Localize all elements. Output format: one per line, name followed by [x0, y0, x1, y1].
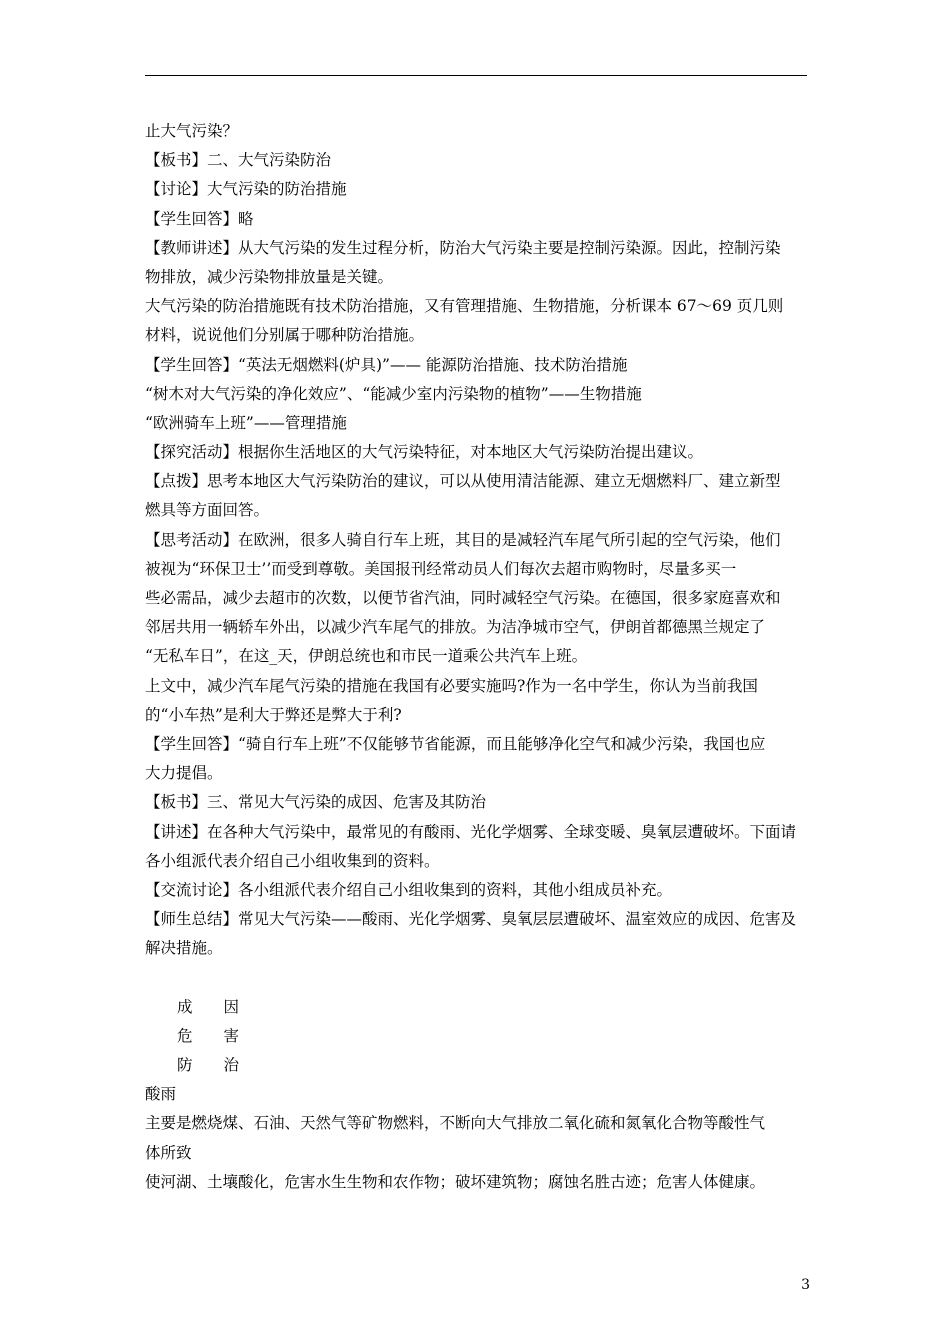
table-header-cause: 成 因 [177, 997, 240, 1016]
table-cell: 使河湖、土壤酸化，危害水生生物和农作物；破坏建筑物；腐蚀名胜古迹；危害人体健康。 [145, 1172, 766, 1191]
text-line: 物排放，减少污染物排放量是关键。 [145, 267, 394, 286]
text-line: 【学生回答】“骑自行车上班”不仅能够节省能源，而且能够净化空气和减少污染，我国也应 [145, 734, 766, 753]
text-line: 邻居共用一辆轿车外出，以减少汽车尾气的排放。为洁净城市空气，伊朗首都德黑兰规定了 [145, 618, 766, 637]
text-line: 【思考活动】在欧洲，很多人骑自行车上班，其目的是减轻汽车尾气所引起的空气污染，他们 [145, 530, 781, 549]
table-cell: 体所致 [145, 1143, 192, 1162]
text-line: 【板书】三、常见大气污染的成因、危害及其防治 [145, 793, 487, 812]
text-line: 些必需品，减少去超市的次数，以便节省汽油，同时减轻空气污染。在德国，很多家庭喜欢和 [145, 589, 781, 607]
text-line: 上文中，减少汽车尾气污染的措施在我国有必要实施吗?作为一名中学生，你认为当前我国 [145, 676, 758, 695]
text-line: 大气污染的防治措施既有技术防治措施，又有管理措施、生物措施，分析课本 67～69 页几则 [145, 297, 784, 316]
text-line: 【学生回答】略 [145, 209, 254, 228]
text-line: 【点拨】思考本地区大气污染防治的建议，可以从使用清洁能源、建立无烟燃料厂、建立新型 [145, 472, 781, 491]
page-number: 3 [801, 1277, 810, 1293]
text-line: 【探究活动】根据你生活地区的大气污染特征，对本地区大气污染防治提出建议。 [145, 443, 704, 462]
header-rule [145, 75, 807, 76]
text-line: 止大气污染？ [145, 122, 239, 140]
text-line: 【交流讨论】各小组派代表介绍自己小组收集到的资料，其他小组成员补充。 [145, 880, 673, 899]
text-line: 各小组派代表介绍自己小组收集到的资料。 [145, 851, 440, 870]
table-row-label: 酸雨 [145, 1085, 177, 1104]
text-line: 被视为“环保卫士’’而受到尊敬。美国报刊经常动员人们每次去超市购物时，尽量多买一 [145, 559, 737, 578]
text-line: 【师生总结】常见大气污染——酸雨、光化学烟雾、臭氧层层遭破坏、温室效应的成因、危害及 [145, 910, 797, 929]
text-line: 【讨论】大气污染的防治措施 [145, 180, 347, 199]
text-line: “无私车日”，在这_天，伊朗总统也和市民一道乘公共汽车上班。 [145, 647, 588, 666]
table-cell: 主要是燃烧煤、石油、天然气等矿物燃料，不断向大气排放二氧化硫和氮氧化合物等酸性气 [145, 1114, 766, 1133]
table-header-harm: 危 害 [177, 1026, 240, 1045]
text-line: 材料，说说他们分别属于哪种防治措施。 [145, 326, 425, 345]
text-line: 【板书】二、大气污染防治 [145, 151, 332, 170]
text-line: 燃具等方面回答。 [145, 501, 270, 520]
text-line: “欧洲骑车上班”——管理措施 [145, 413, 347, 432]
text-line: 的“小车热”是利大于弊还是弊大于利? [145, 705, 402, 724]
text-line: 【教师讲述】从大气污染的发生过程分析，防治大气污染主要是控制污染源。因此，控制污染 [145, 238, 781, 257]
body-text [145, 117, 810, 1197]
text-line: 解决措施。 [145, 939, 223, 958]
text-line: “树木对大气污染的净化效应”、“能减少室内污染物的植物”——生物措施 [145, 384, 642, 403]
table-header-prevention: 防 治 [177, 1056, 240, 1074]
text-line: 【讲述】在各种大气污染中，最常见的有酸雨、光化学烟雾、全球变暖、臭氧层遭破坏。下面请 [145, 822, 797, 841]
text-line: 大力提倡。 [145, 764, 223, 783]
spacer [145, 963, 810, 992]
text-line: 【学生回答】“英法无烟燃料(炉具)”—— 能源防治措施、技术防治措施 [145, 355, 628, 374]
